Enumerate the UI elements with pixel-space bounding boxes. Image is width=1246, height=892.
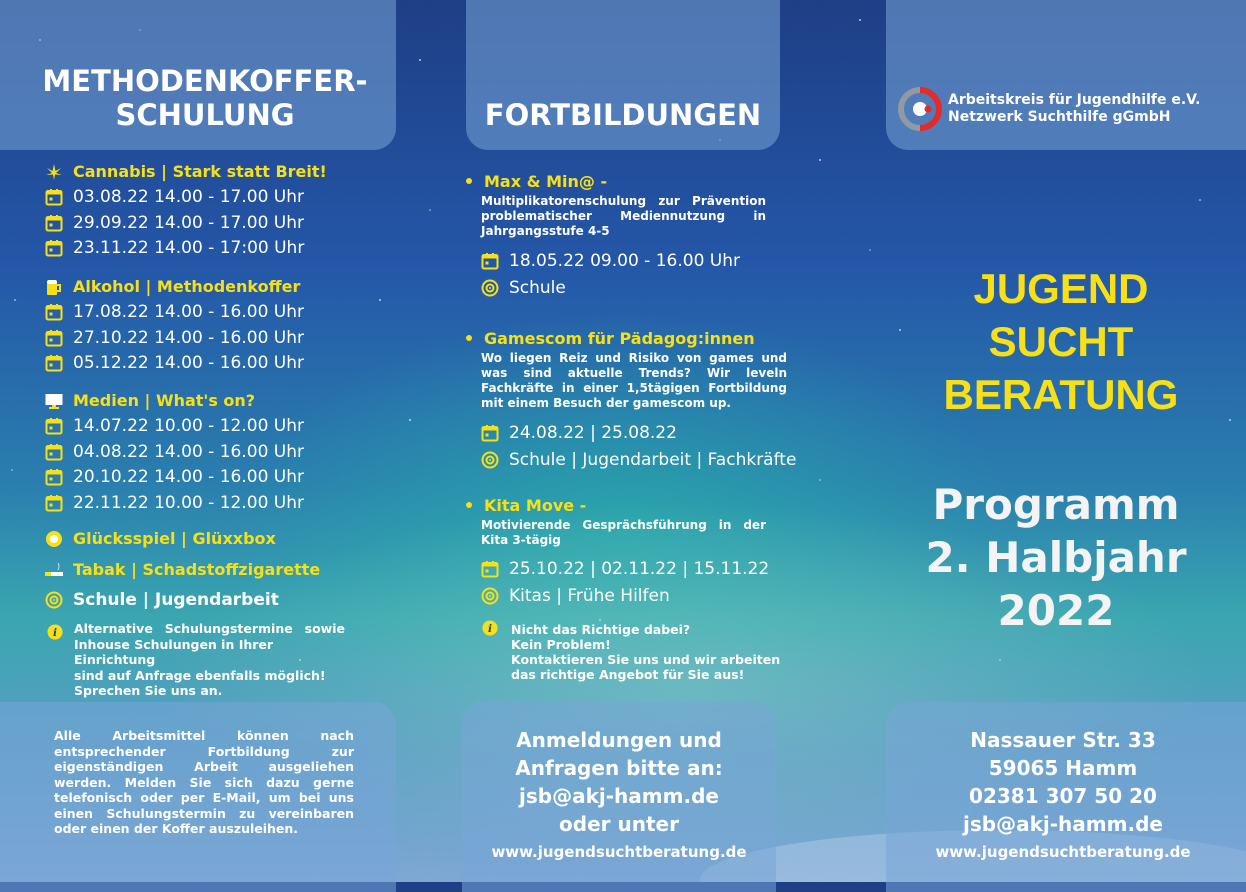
- phone-number[interactable]: 02381 307 50 20: [969, 784, 1157, 808]
- course-title: Kita Move -: [484, 496, 587, 515]
- course-target: Schule | Jugendarbeit | Fachkräfte: [481, 450, 796, 470]
- email-link[interactable]: jsb@akj-hamm.de: [963, 812, 1163, 836]
- bullet-icon: [466, 502, 472, 508]
- course-date: 14.07.22 10.00 - 12.00 Uhr: [45, 416, 304, 436]
- target-icon: [481, 279, 499, 297]
- course-target: Schule: [481, 278, 566, 298]
- left-target-item: Schule | Jugendarbeit: [45, 590, 279, 610]
- cannabis-leaf-icon: [45, 163, 63, 181]
- calendar-icon: [45, 468, 63, 486]
- calendar-icon: [45, 443, 63, 461]
- left-bottom-text: Alle Arbeitsmittel können nach entsprechender Fortbildung zur eigenständigen Arbeit ausgeliehen werden. Melden Sie sich dazu gerne telefonisch oder per E-Mail, um bei uns einen Schulungstermin zu vereinbaren oder einen der Koffer auszuleihen.: [54, 728, 354, 836]
- organization-name: Arbeitskreis für Jugendhilfe e.V. Netzwerk Suchthilfe gGmbH: [948, 92, 1201, 125]
- info-icon: [47, 624, 63, 640]
- middle-title: FORTBILDUNGEN: [484, 98, 762, 132]
- svg-text:i: i: [487, 622, 493, 635]
- calendar-icon: [45, 303, 63, 321]
- course-date: 24.08.22 | 25.08.22: [481, 423, 677, 443]
- course-date: 03.08.22 14.00 - 17.00 Uhr: [45, 187, 304, 207]
- course-date: 27.10.22 14.00 - 16.00 Uhr: [45, 328, 304, 348]
- left-title: METHODENKOFFER- SCHULUNG: [42, 64, 368, 132]
- calendar-icon: [45, 417, 63, 435]
- course-target: Kitas | Frühe Hilfen: [481, 586, 670, 606]
- beer-mug-icon: [45, 278, 63, 296]
- course-date: 23.11.22 14.00 - 17:00 Uhr: [45, 238, 304, 258]
- calendar-icon: [45, 494, 63, 512]
- tobacco-item: Tabak | Schadstoffzigarette: [45, 560, 320, 579]
- calendar-icon: [45, 239, 63, 257]
- course-description: Motivierende Gesprächsführung in der Kita 3-tägig: [481, 518, 766, 547]
- bullet-icon: [466, 335, 472, 341]
- registration-contact: Anmeldungen und Anfragen bitte an: jsb@akj-hamm.de oder unter www.jugendsuchtberatung.de: [462, 726, 776, 866]
- course-date: 25.10.22 | 02.11.22 | 15.11.22: [481, 559, 769, 579]
- course-date: 22.11.22 10.00 - 12.00 Uhr: [45, 493, 304, 513]
- course-date: 29.09.22 14.00 - 17.00 Uhr: [45, 213, 304, 233]
- calendar-icon: [481, 424, 499, 442]
- target-icon: [481, 451, 499, 469]
- course-date: 05.12.22 14.00 - 16.00 Uhr: [45, 353, 304, 373]
- gambling-item: Glücksspiel | Glüxxbox: [45, 529, 276, 548]
- course-category: Alkohol | Methodenkoffer: [45, 277, 300, 296]
- brand-title: JUGEND SUCHT BERATUNG: [943, 265, 1179, 418]
- contact-email-link[interactable]: jsb@akj-hamm.de: [519, 784, 719, 808]
- calendar-icon: [45, 329, 63, 347]
- website-link[interactable]: www.jugendsuchtberatung.de: [935, 843, 1191, 861]
- course-date: 17.08.22 14.00 - 16.00 Uhr: [45, 302, 304, 322]
- target-icon: [45, 591, 63, 609]
- course-category: Cannabis | Stark statt Breit!: [45, 162, 327, 181]
- calendar-icon: [45, 214, 63, 232]
- course-description: Wo liegen Reiz und Risiko von games und was sind aktuelle Trends? Wir leveln Fachkräfte in einer 1,5tägigen Fortbildung mit einem Besuch der gamescom up.: [481, 351, 787, 410]
- akj-logo-icon: [897, 86, 943, 132]
- address-block: Nassauer Str. 33 59065 Hamm 02381 307 50 20 jsb@akj-hamm.de www.jugendsuchtberatung.de: [886, 726, 1240, 866]
- calendar-icon: [45, 354, 63, 372]
- course-category: Medien | What's on?: [45, 391, 255, 410]
- contact-website-link[interactable]: www.jugendsuchtberatung.de: [491, 843, 747, 861]
- info-icon: [482, 620, 498, 636]
- calendar-icon: [45, 188, 63, 206]
- left-info-text: Alternative Schulungstermine sowie Inhouse Schulungen in Ihrer Einrichtung sind auf Anfrage ebenfalls möglich! Sprechen Sie uns an.: [74, 621, 345, 698]
- course-date: 04.08.22 14.00 - 16.00 Uhr: [45, 442, 304, 462]
- course-date: 20.10.22 14.00 - 16.00 Uhr: [45, 467, 304, 487]
- program-title: Programm 2. Halbjahr 2022: [925, 480, 1187, 635]
- course-title: Max & Min@ -: [484, 172, 608, 191]
- course-description: Multiplikatorenschulung zur Prävention problematischer Mediennutzung in Jahrgangsstufe 4-5: [481, 194, 766, 238]
- calendar-icon: [481, 252, 499, 270]
- target-icon: [481, 587, 499, 605]
- course-title: Gamescom für Pädagog:innen: [484, 329, 755, 348]
- calendar-icon: [481, 560, 499, 578]
- bullet-icon: [466, 178, 472, 184]
- svg-text:i: i: [52, 626, 58, 639]
- course-date: 18.05.22 09.00 - 16.00 Uhr: [481, 251, 740, 271]
- monitor-icon: [45, 392, 63, 410]
- chip-icon: [45, 530, 63, 548]
- cigarette-icon: [45, 561, 63, 579]
- middle-note: Nicht das Richtige dabei? Kein Problem! Kontaktieren Sie uns und wir arbeiten das richtige Angebot für Sie aus!: [511, 622, 781, 682]
